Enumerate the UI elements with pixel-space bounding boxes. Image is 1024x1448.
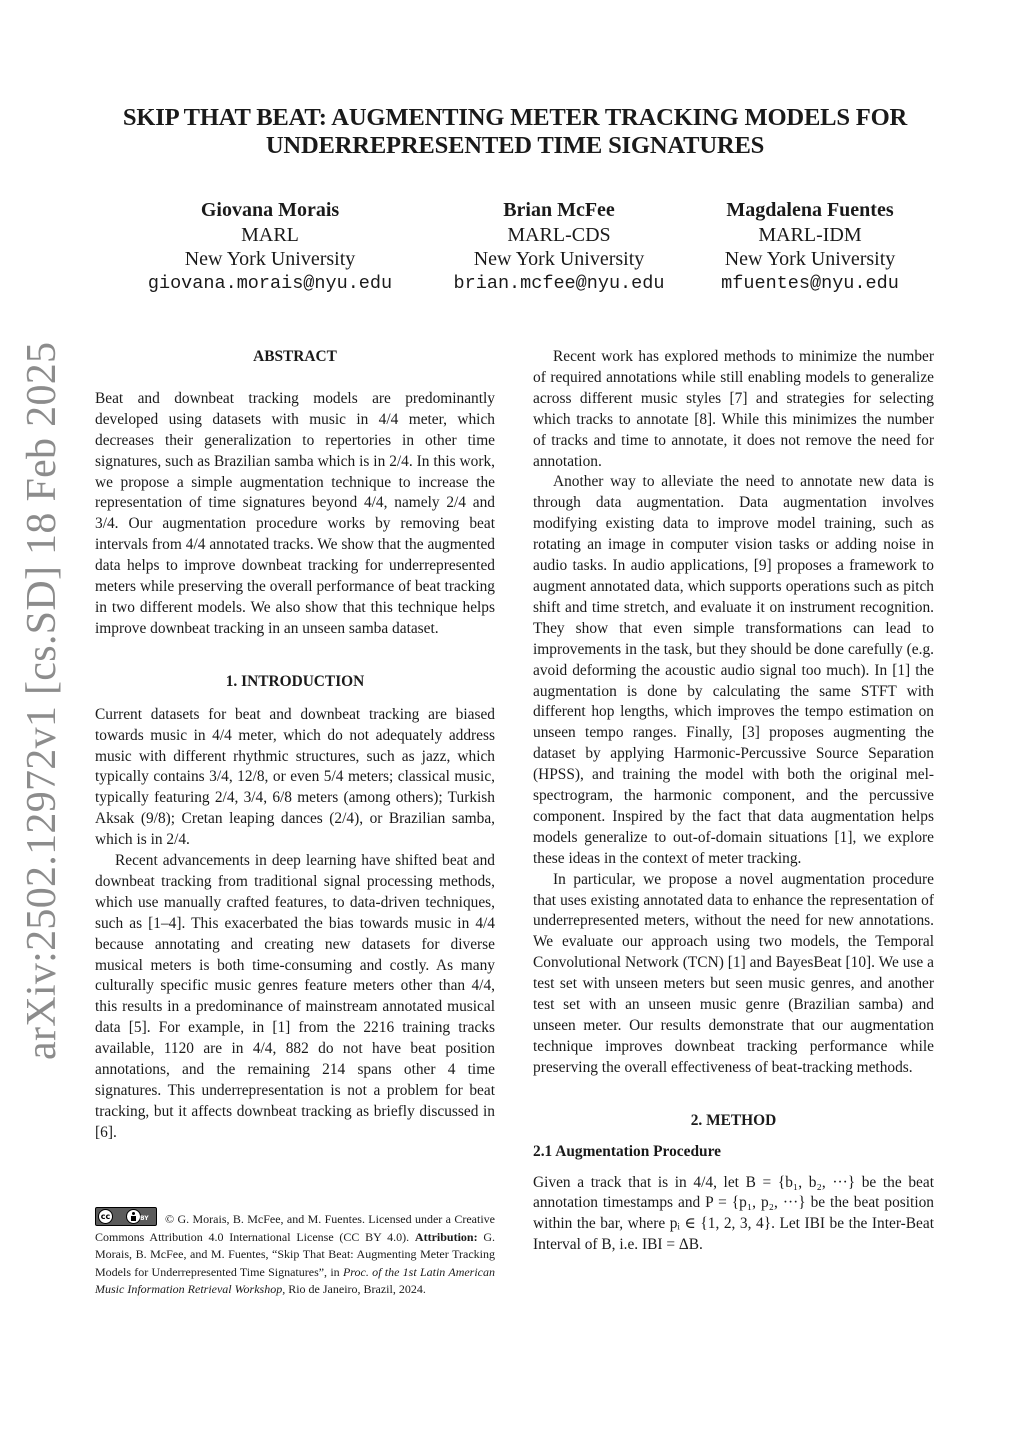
license-text: © G. Morais, B. McFee, and M. Fuentes. Licensed under a Creative Commons Attribution 4.0 International License (CC BY 4.0). <box>95 1212 495 1244</box>
body-paragraph: Another way to alleviate the need to annotate new data is through data augmentation. Data augmentation involves modifying existing data to improve model training, such as rotating an image in computer vision tasks or adding noise in audio tasks. In audio applications, [9] proposes a framework to augment annotated data, which supports operations such as pitch shift and time stretch, and evaluate it on instrument recognition. They show that even simple transformations can lead to improvements in the task, but they should be done carefully (e.g. avoid deforming the acoustic audio signal too much). In [1] the augmentation is done by calculating the same STFT with different hop lengths, which improves the tempo estimation on unseen tempo ranges. Finally, [3] proposes augmenting the dataset by applying Harmonic-Percussive Source Separation (HPSS), and training the model with both the original mel-spectrogram, the harmonic component, and the percussive component. Inspired by the fact that data augmentation helps models generalize to out-of-domain situations [1], we explore these ideas in the context of meter tracking. <box>533 473 934 867</box>
license-footnote <box>95 1207 495 1299</box>
left-column <box>95 347 495 1144</box>
abstract-heading: ABSTRACT <box>253 348 337 365</box>
author-affiliation: MARL <box>241 223 299 246</box>
author-name: Magdalena Fuentes <box>726 199 894 221</box>
right-column <box>533 347 934 1256</box>
author-institution: New York University <box>724 248 896 270</box>
author-name: Brian McFee <box>503 199 615 221</box>
paper-title: SKIP THAT BEAT: AUGMENTING METER TRACKING MODELS FOR UNDERREPRESENTED TIME SIGNATURES <box>122 104 908 159</box>
introduction-paragraph: Recent advancements in deep learning have shifted beat and downbeat tracking from traditional signal processing methods, which use manually crafted features, to data-driven techniques, such as [1–4]. This exacerbated the bias towards music in 4/4 because annotating and creating new datasets for diverse musical meters is both time-consuming and costly. As many culturally specific music genres feature meters other than 4/4, this results in a predominance of mainstream annotated musical data [5]. For example, in [1] from the 2216 training tracks available, 1120 are in 4/4, 882 do not have beat position annotations, and the remaining 214 spans other 4 time signatures. This underrepresentation is not a problem for beat tracking, but it affects downbeat tracking as briefly discussed in [6]. <box>95 852 495 1141</box>
author-affiliation: MARL-IDM <box>758 223 862 246</box>
author-institution: New York University <box>473 248 645 270</box>
attribution-text: G. Morais, B. McFee, and M. Fuentes, “Skip That Beat: Augmenting Meter Tracking Models for Underrepresented Time Signatures”, in <box>95 1229 496 1279</box>
author-institution: New York University <box>184 248 356 270</box>
author-email: brian.mcfee@nyu.edu <box>453 272 665 294</box>
author-name: Giovana Morais <box>200 199 340 221</box>
abstract-text: Beat and downbeat tracking models are predominantly developed using datasets with music in 4/4 meter, which decreases their generalization to repertories in other time signatures, such as Brazilian samba which is in 2/4. In this work, we propose a simple augmentation technique to increase the representation of time signatures beyond 4/4, namely 2/4 and 3/4. Our augmentation procedure works by removing beat intervals from 4/4 annotated tracks. We show that the augmented data helps to improve downbeat tracking for underrepresented meters while preserving the overall performance of beat tracking in two different models. We also show that this technique helps improve downbeat tracking in an unseen samba dataset. <box>95 389 495 637</box>
method-heading: 2. METHOD <box>690 1111 777 1129</box>
author-affiliation: MARL-CDS <box>507 223 611 246</box>
body-paragraph: In particular, we propose a novel augmentation procedure that uses existing annotated data to enhance the representation of underrepresented meters, without the need for new annotations. We evaluate our approach using two models, the Temporal Convolutional Network (TCN) [1] and BayesBeat [10]. We use a test set with unseen meters but seen music genres, and another test set with an unseen music genre (Brazilian samba) and unseen meter. Our results demonstrate that our augmentation technique improves downbeat tracking performance while preserving the overall effectiveness of beat-tracking methods. <box>533 870 934 1076</box>
author-email: mfuentes@nyu.edu <box>721 272 899 294</box>
cc-by-license-icon: cc BY <box>95 1207 157 1226</box>
attribution-label: Attribution: <box>414 1229 478 1244</box>
arxiv-identifier: arXiv:2502.12972v1 [cs.SD] 18 Feb 2025 <box>19 341 65 1060</box>
subsection-heading: 2.1 Augmentation Procedure <box>533 1142 721 1160</box>
author-block <box>120 198 420 296</box>
venue-text: Proc. of the 1st Latin American Music Information Retrieval Workshop, <box>95 1264 496 1296</box>
body-paragraph: Recent work has explored methods to minimize the number of required annotations while still enabling models to generalize across different music styles [7] and strategies for selecting which tracks to annotate [8]. While this minimizes the number of tracks and time to annotate, it does not remove the need for annotation. <box>533 348 934 470</box>
location-text: Rio de Janeiro, Brazil, 2024. <box>288 1282 426 1296</box>
introduction-heading: 1. INTRODUCTION <box>225 672 365 690</box>
introduction-paragraph: Current datasets for beat and downbeat tracking are biased towards music in 4/4 meter, which do not adequately address music with different rhythmic structures, such as jazz, which typically contains 3/4, 12/8, or even 5/4 meters; classical music, typically featuring 2/4, 3/4, 6/8 meters (among others); Turkish Aksak (9/8); Cretan leaping dances (2/4), or Brazilian samba, which is in 2/4. <box>95 705 495 849</box>
author-block <box>660 198 960 296</box>
author-email: giovana.morais@nyu.edu <box>147 272 393 294</box>
method-paragraph: Given a track that is in 4/4, let B = {b₁, b₂, ···} be the beat annotation timestamps and P = {p₁, p₂, ···} be the beat position within the bar, where pᵢ ∈ {1, 2, 3, 4}. Let IBI be the Inter-Beat Interval of B, i.e. IBI = ΔB. <box>533 1173 934 1254</box>
